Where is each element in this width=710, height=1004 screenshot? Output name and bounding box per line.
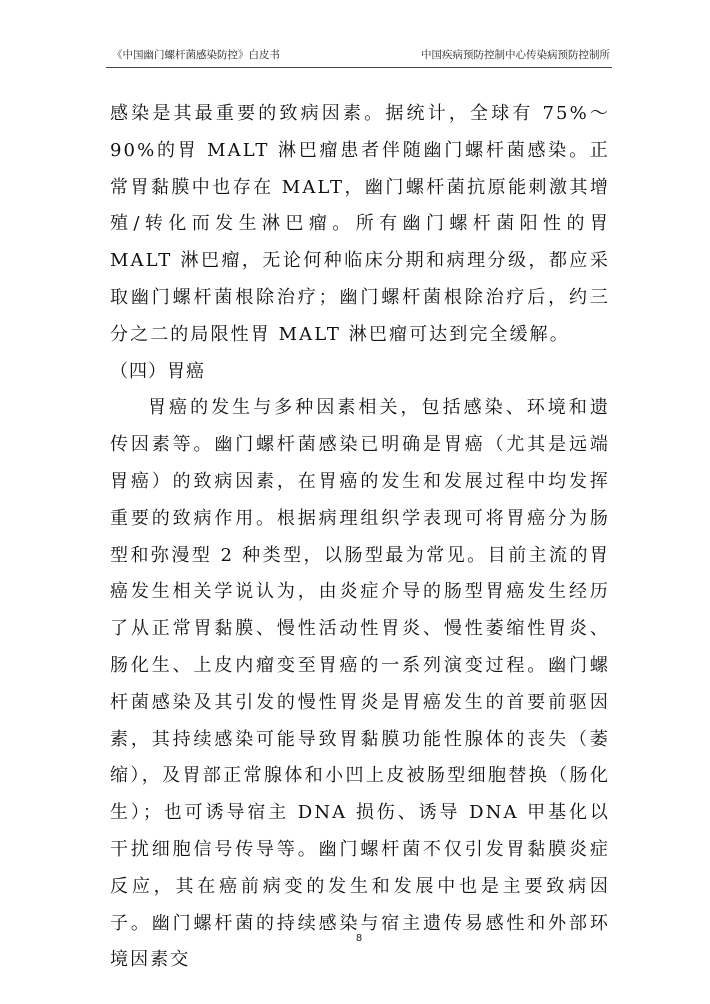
header-document-title: 《中国幽门螺杆菌感染防控》白皮书: [112, 49, 280, 61]
body-text: [110, 96, 610, 979]
page-header: [112, 46, 610, 62]
section-heading-gastric-cancer: （四）胃癌: [110, 360, 205, 382]
paragraph-malt-lymphoma: 感染是其最重要的致病因素。据统计，全球有 75%～90%的胃 MALT 淋巴瘤患者伴随幽门螺杆菌感染。正常胃黏膜中也存在 MALT，幽门螺杆菌抗原能刺激其增殖/转化而发生淋巴瘤。所有幽门螺杆菌阳性的胃 MALT 淋巴瘤，无论何种临床分期和病理分级，都应采取幽门螺杆菌根除治疗；幽门螺杆菌根除治疗后，约三分之二的局限性胃 MALT 淋巴瘤可达到完全缓解。: [110, 103, 610, 345]
header-divider: [106, 67, 612, 68]
page-number: 8: [355, 933, 363, 944]
paragraph-gastric-cancer: 胃癌的发生与多种因素相关，包括感染、环境和遗传因素等。幽门螺杆菌感染已明确是胃癌（尤其是远端胃癌）的致病因素，在胃癌的发生和发展过程中均发挥重要的致病作用。根据病理组织学表现可将胃癌分为肠型和弥漫型 2 种类型，以肠型最为常见。目前主流的胃癌发生相关学说认为，由炎症介导的肠型胃癌发生经历了从正常胃黏膜、慢性活动性胃炎、慢性萎缩性胃炎、肠化生、上皮内瘤变至胃癌的一系列演变过程。幽门螺杆菌感染及其引发的慢性胃炎是胃癌发生的首要前驱因素，其持续感染可能导致胃黏膜功能性腺体的丧失（萎缩），及胃部正常腺体和小凹上皮被肠型细胞替换（肠化生）；也可诱导宿主 DNA 损伤、诱导 DNA 甲基化以干扰细胞信号传导等。幽门螺杆菌不仅引发胃黏膜炎症反应，其在癌前病变的发生和发展中也是主要致病因子。幽门螺杆菌的持续感染与宿主遗传易感性和外部环境因素交: [110, 397, 610, 971]
header-organization: 中国疾病预防控制中心传染病预防控制所: [421, 49, 610, 61]
